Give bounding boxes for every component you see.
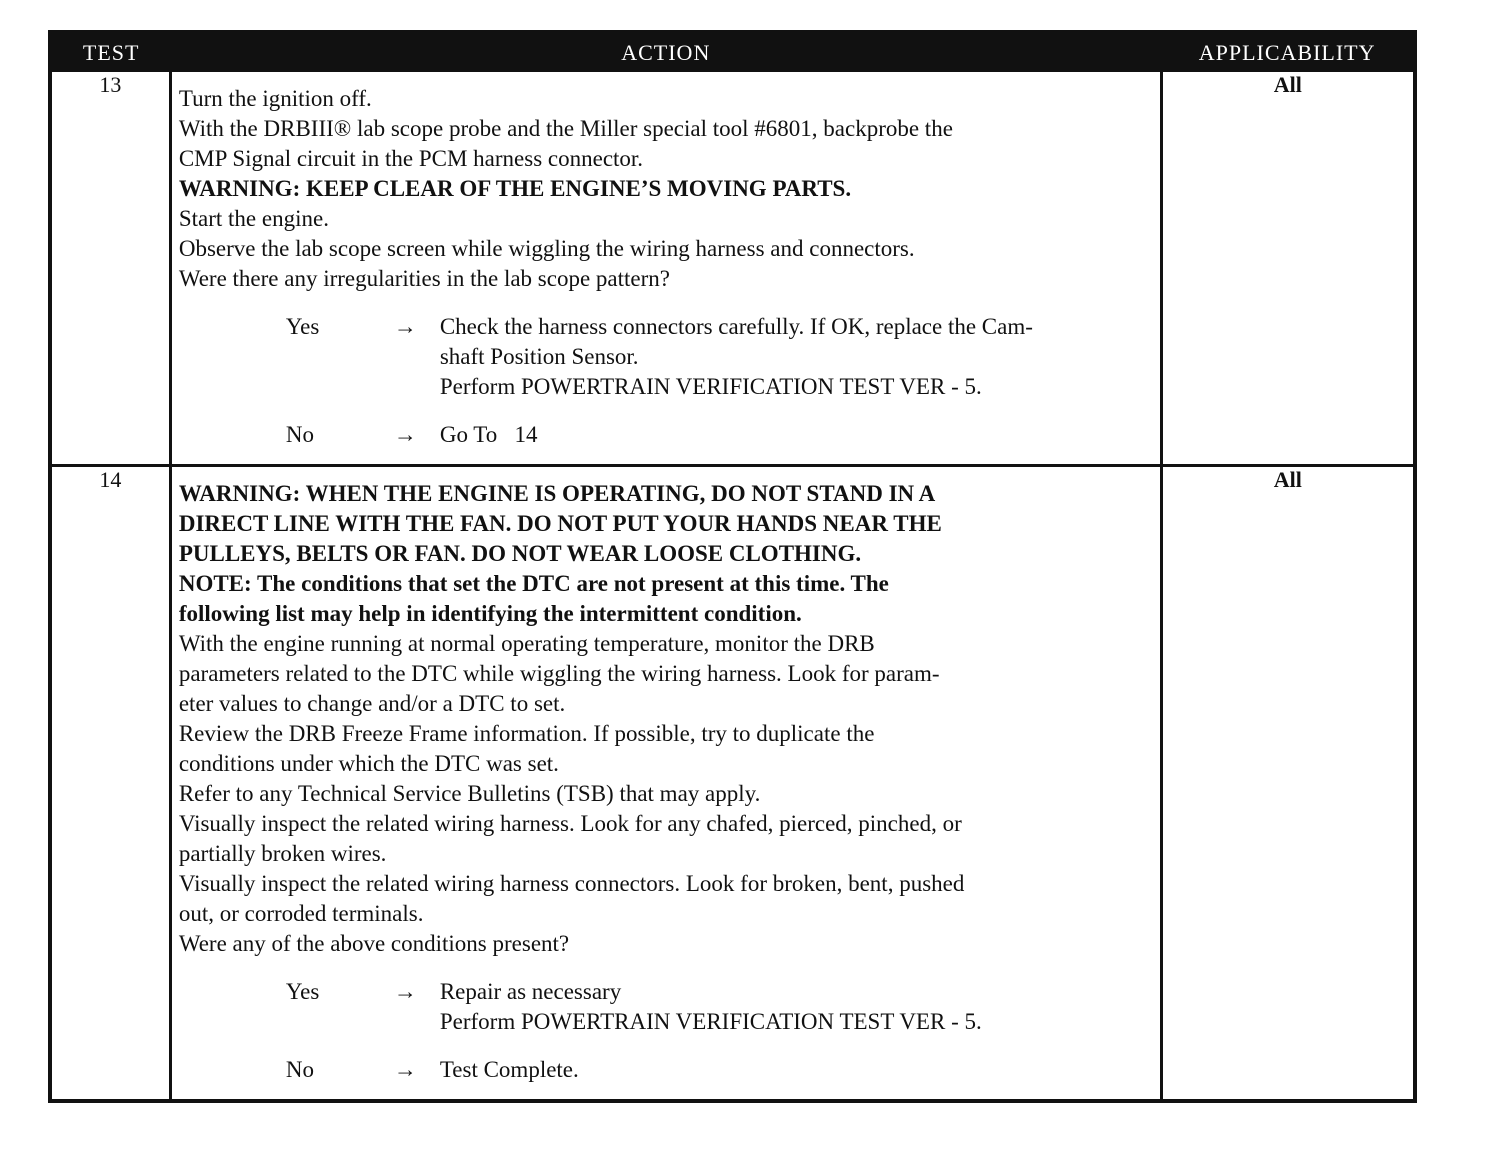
answer-body xyxy=(440,977,1152,1037)
answer-line: Go To 14 xyxy=(439,422,538,447)
question-line: Were there any irregularities in the lab scope pattern? xyxy=(178,266,670,291)
answer-no xyxy=(286,1055,1152,1085)
action-cell xyxy=(170,466,1161,1102)
answer-yes xyxy=(286,977,1152,1037)
diagnostic-test-page xyxy=(48,30,1417,1103)
answer-list xyxy=(179,312,1152,450)
applicability-value: All xyxy=(1161,72,1415,466)
action-line: Refer to any Technical Service Bulletins (TSB) that may apply. xyxy=(178,781,761,806)
answer-line: Test Complete. xyxy=(439,1057,579,1082)
answer-label: No xyxy=(285,422,314,447)
action-line: eter values to change and/or a DTC to set. xyxy=(178,691,566,716)
test-number: 14 xyxy=(50,466,170,1102)
warning-line: PULLEYS, BELTS OR FAN. DO NOT WEAR LOOSE CLOTHING. xyxy=(178,541,862,566)
answer-body xyxy=(440,420,1152,450)
action-line: Start the engine. xyxy=(178,206,329,231)
diagnostic-test-table xyxy=(48,30,1417,1103)
answer-label: No xyxy=(285,1057,314,1082)
answer-label: Yes xyxy=(285,314,320,339)
action-cell xyxy=(170,72,1161,466)
warning-line: WARNING: KEEP CLEAR OF THE ENGINE’S MOVING PARTS. xyxy=(178,176,852,201)
action-line: out, or corroded terminals. xyxy=(178,901,424,926)
right-arrow-icon: → xyxy=(393,314,417,339)
note-line: NOTE: The conditions that set the DTC are not present at this time. The xyxy=(178,571,889,596)
warning-line: DIRECT LINE WITH THE FAN. DO NOT PUT YOUR HANDS NEAR THE xyxy=(178,511,942,536)
right-arrow-icon: → xyxy=(393,1057,417,1082)
answer-line: Check the harness connectors carefully. If OK, replace the Cam- xyxy=(439,314,1033,339)
test-number: 13 xyxy=(50,72,170,466)
header-applicability: APPLICABILITY xyxy=(1161,32,1415,72)
note-line: following list may help in identifying the intermittent condition. xyxy=(178,601,802,626)
action-line: Visually inspect the related wiring harness. Look for any chafed, pierced, pinched, or xyxy=(178,811,962,836)
table-header-row xyxy=(50,32,1415,72)
question-line: Were any of the above conditions present? xyxy=(178,931,570,956)
action-line: With the engine running at normal operating temperature, monitor the DRB xyxy=(178,631,875,656)
action-line: Visually inspect the related wiring harness connectors. Look for broken, bent, pushed xyxy=(178,871,965,896)
action-line: Observe the lab scope screen while wiggling the wiring harness and connectors. xyxy=(178,236,915,261)
answer-line: Perform POWERTRAIN VERIFICATION TEST VER - 5. xyxy=(439,374,982,399)
answer-body xyxy=(440,1055,1152,1085)
answer-line: Perform POWERTRAIN VERIFICATION TEST VER - 5. xyxy=(439,1009,982,1034)
action-line: With the DRBIII® lab scope probe and the Miller special tool #6801, backprobe the xyxy=(178,116,953,141)
answer-line: Repair as necessary xyxy=(439,979,622,1004)
action-line: conditions under which the DTC was set. xyxy=(178,751,559,776)
answer-list xyxy=(179,977,1152,1085)
header-action: ACTION xyxy=(170,32,1161,72)
action-line: parameters related to the DTC while wiggling the wiring harness. Look for param- xyxy=(178,661,940,686)
answer-body xyxy=(440,312,1152,402)
answer-no xyxy=(286,420,1152,450)
header-test: TEST xyxy=(50,32,170,72)
test-row-13 xyxy=(50,72,1415,466)
answer-line: shaft Position Sensor. xyxy=(439,344,639,369)
answer-label: Yes xyxy=(285,979,320,1004)
warning-line: WARNING: WHEN THE ENGINE IS OPERATING, DO NOT STAND IN A xyxy=(178,481,936,506)
action-line: CMP Signal circuit in the PCM harness connector. xyxy=(178,146,644,171)
action-line: Review the DRB Freeze Frame information. If possible, try to duplicate the xyxy=(178,721,875,746)
applicability-value: All xyxy=(1161,466,1415,1102)
right-arrow-icon: → xyxy=(393,979,417,1004)
right-arrow-icon: → xyxy=(393,422,417,447)
action-line: Turn the ignition off. xyxy=(178,86,372,111)
answer-yes xyxy=(286,312,1152,402)
test-row-14 xyxy=(50,466,1415,1102)
action-line: partially broken wires. xyxy=(178,841,387,866)
